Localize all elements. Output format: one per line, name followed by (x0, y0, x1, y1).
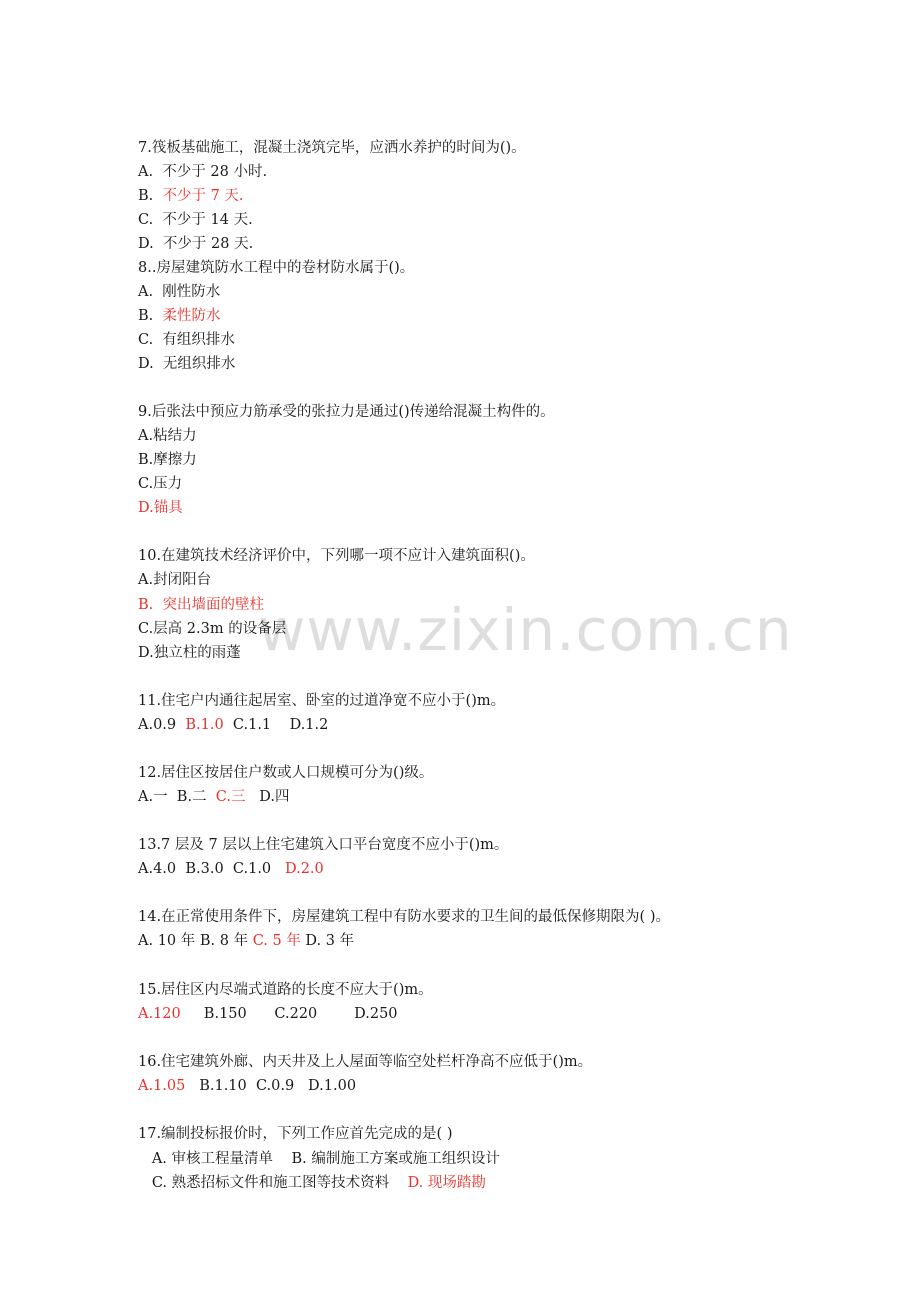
question-text (138, 835, 508, 855)
text-segment: A. 10 年 B. 8 年 (138, 933, 253, 949)
question-text (138, 258, 414, 278)
question-text (138, 138, 526, 158)
answer-option-line (138, 354, 235, 374)
text-segment: C.压力 (138, 476, 183, 492)
answer-option-line (138, 1004, 398, 1024)
answer-option-line (138, 570, 211, 590)
answer-option-line (138, 282, 220, 302)
answer-option-line (138, 1149, 500, 1169)
text-segment: C.1.1 D.1.2 (223, 717, 329, 733)
answer-option-line (138, 186, 244, 206)
question-text (138, 402, 555, 422)
text-segment: C. 有组织排水 (138, 332, 235, 348)
text-segment: 11.住宅户内通往起居室、卧室的过道净宽不应小于()m。 (138, 693, 506, 709)
text-segment: D.四 (245, 789, 290, 805)
answer-option-line (138, 595, 264, 615)
text-segment: B.150 C.220 D.250 (180, 1006, 398, 1022)
correct-answer: C. 5 年 (252, 933, 301, 949)
answer-option-line (138, 330, 235, 350)
answer-option-line (138, 931, 354, 951)
text-segment: 9.后张法中预应力筋承受的张拉力是通过()传递给混凝土构件的。 (138, 404, 555, 420)
answer-option-line (138, 162, 267, 182)
answer-option-line (138, 306, 220, 326)
answer-option-line (138, 498, 183, 518)
answer-option-line (138, 859, 324, 879)
text-segment: C. 熟悉招标文件和施工图等技术资料 (138, 1175, 408, 1191)
text-segment: C. 不少于 14 天. (138, 212, 253, 228)
question-text (138, 1052, 592, 1072)
answer-option-line (138, 210, 253, 230)
text-segment: 14.在正常使用条件下，房屋建筑工程中有防水要求的卫生间的最低保修期限为( )。 (138, 909, 670, 925)
correct-answer: D.锚具 (138, 500, 183, 516)
text-segment: 7.筏板基础施工，混凝土浇筑完毕，应洒水养护的时间为()。 (138, 140, 526, 156)
text-segment: 8..房屋建筑防水工程中的卷材防水属于()。 (138, 260, 415, 276)
correct-answer: D. 现场踏勘 (407, 1175, 486, 1191)
text-segment: A.封闭阳台 (138, 572, 212, 588)
text-segment: 10.在建筑技术经济评价中，下列哪一项不应计入建筑面积()。 (138, 548, 535, 564)
text-segment: D. 3 年 (300, 933, 355, 949)
text-segment: 17.编制投标报价时，下列工作应首先完成的是( ) (138, 1126, 453, 1142)
text-segment: 12.居住区按居住户数或人口规模可分为()级。 (138, 765, 434, 781)
answer-option-line (138, 234, 253, 254)
correct-answer: A.120 (138, 1006, 181, 1022)
answer-option-line (138, 450, 197, 470)
answer-option-line (138, 643, 241, 663)
text-segment: D.独立柱的雨蓬 (138, 645, 241, 661)
answer-option-line (138, 619, 286, 639)
text-segment: A. 刚性防水 (138, 284, 221, 300)
answer-option-line (138, 715, 328, 735)
text-segment: B. (138, 308, 163, 324)
text-segment: 13.7 层及 7 层以上住宅建筑入口平台宽度不应小于()m。 (138, 837, 509, 853)
text-segment: C.层高 2.3m 的设备层 (138, 621, 287, 637)
text-segment: A.一 B.二 (138, 789, 216, 805)
correct-answer: D.2.0 (284, 861, 324, 877)
answer-option-line (138, 787, 290, 807)
text-segment: A.粘结力 (138, 428, 197, 444)
answer-option-line (138, 474, 182, 494)
text-segment: B. (138, 188, 163, 204)
correct-answer: A.1.05 (138, 1078, 186, 1094)
text-segment: A. 审核工程量清单 B. 编制施工方案或施工组织设计 (138, 1151, 500, 1167)
correct-answer: B.1.0 (185, 717, 224, 733)
watermark-text: www.zixin.com.cn (258, 596, 793, 664)
question-text (138, 763, 433, 783)
text-segment: D. 无组织排水 (138, 356, 236, 372)
correct-answer: B. 突出墙面的壁柱 (138, 597, 264, 613)
question-text (138, 691, 505, 711)
question-text (138, 1124, 452, 1144)
question-text (138, 546, 535, 566)
question-text (138, 980, 433, 1000)
correct-answer: 不少于 7 天. (162, 188, 244, 204)
answer-option-line (138, 1173, 486, 1193)
text-segment: A. 不少于 28 小时. (138, 164, 268, 180)
text-segment: B.1.10 C.0.9 D.1.00 (185, 1078, 357, 1094)
text-segment: 16.住宅建筑外廊、内天井及上人屋面等临空处栏杆净高不应低于()m。 (138, 1054, 593, 1070)
answer-option-line (138, 426, 197, 446)
text-segment: A.0.9 (138, 717, 186, 733)
text-segment: A.4.0 B.3.0 C.1.0 (138, 861, 285, 877)
question-text (138, 907, 670, 927)
answer-option-line (138, 1076, 356, 1096)
text-segment: B.摩擦力 (138, 452, 197, 468)
text-segment: D. 不少于 28 天. (138, 236, 254, 252)
correct-answer: 柔性防水 (162, 308, 221, 324)
text-segment: 15.居住区内尽端式道路的长度不应大于()m。 (138, 982, 433, 998)
correct-answer: C.三 (215, 789, 246, 805)
